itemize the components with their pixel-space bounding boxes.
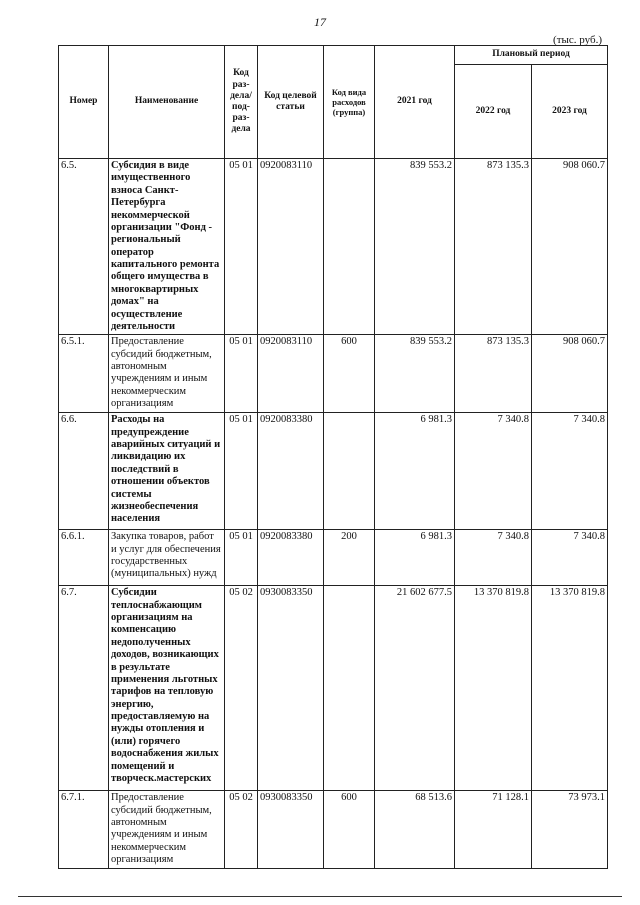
row-expense-type-code — [324, 586, 375, 791]
table-row — [59, 530, 608, 586]
row-expense-type-code — [324, 159, 375, 335]
plan-period-header: Плановый период — [455, 46, 608, 65]
col-number-header: Номер — [59, 46, 109, 159]
col-csr-header: Код целевой статьи — [258, 46, 324, 159]
row-amount-2023: 7 340.8 — [532, 413, 608, 530]
row-number: 6.5.1. — [59, 335, 109, 413]
row-amount-2023: 13 370 819.8 — [532, 586, 608, 791]
row-section-code: 05 01 — [225, 159, 258, 335]
row-number: 6.6.1. — [59, 530, 109, 586]
col-2023-header: 2023 год — [532, 65, 608, 159]
table-row — [59, 791, 608, 868]
col-name-header: Наименование — [109, 46, 225, 159]
row-amount-2021: 6 981.3 — [375, 413, 455, 530]
row-expense-type-code: 600 — [324, 335, 375, 413]
row-section-code: 05 01 — [225, 413, 258, 530]
units-note: (тыс. руб.) — [553, 34, 602, 46]
table-row — [59, 159, 608, 335]
row-amount-2022: 7 340.8 — [455, 530, 532, 586]
row-amount-2023: 7 340.8 — [532, 530, 608, 586]
row-name: Субсидия в виде имущественного взноса Санкт-Петербурга некоммерческой организации "Фонд - региональный оператор капитального ремонта общего имущества в многоквартирных домах" на осуществление деятельности — [109, 159, 225, 335]
row-amount-2022: 873 135.3 — [455, 335, 532, 413]
row-target-article-code: 0920083110 — [258, 159, 324, 335]
row-amount-2021: 21 602 677.5 — [375, 586, 455, 791]
page-number: 17 — [314, 15, 326, 29]
row-section-code: 05 01 — [225, 335, 258, 413]
row-amount-2022: 873 135.3 — [455, 159, 532, 335]
row-amount-2022: 7 340.8 — [455, 413, 532, 530]
row-number: 6.7. — [59, 586, 109, 791]
row-name: Субсидии теплоснабжающим организациям на компенсацию недополученных доходов, возникающих в результате применения льготных тарифов на тепловую энергию, предоставляемую на нужды отопления и (или) горячего водоснабжения жилых помещений и творческ.мастерских — [109, 586, 225, 791]
table-row — [59, 335, 608, 413]
row-target-article-code: 0930083350 — [258, 791, 324, 868]
row-name: Расходы на предупреждение аварийных ситуаций и ликвидацию их последствий в отношении объектов системы жизнеобеспечения населения — [109, 413, 225, 530]
row-amount-2022: 13 370 819.8 — [455, 586, 532, 791]
row-amount-2023: 908 060.7 — [532, 335, 608, 413]
row-section-code: 05 02 — [225, 791, 258, 868]
row-amount-2023: 908 060.7 — [532, 159, 608, 335]
row-amount-2021: 68 513.6 — [375, 791, 455, 868]
header-row — [59, 46, 608, 65]
table-row — [59, 586, 608, 791]
row-amount-2021: 839 553.2 — [375, 335, 455, 413]
footer-line — [18, 896, 622, 897]
row-target-article-code: 0920083110 — [258, 335, 324, 413]
row-name: Предоставление субсидий бюджетным, автономным учреждениям и иным некоммерческим организациям — [109, 335, 225, 413]
row-number: 6.6. — [59, 413, 109, 530]
row-expense-type-code: 600 — [324, 791, 375, 868]
table-row — [59, 413, 608, 530]
row-expense-type-code — [324, 413, 375, 530]
row-section-code: 05 02 — [225, 586, 258, 791]
row-name: Предоставление субсидий бюджетным, автономным учреждениям и иным некоммерческим организациям — [109, 791, 225, 868]
table-body — [59, 159, 608, 869]
col-2021-header: 2021 год — [375, 46, 455, 159]
row-section-code: 05 01 — [225, 530, 258, 586]
row-amount-2021: 6 981.3 — [375, 530, 455, 586]
budget-table — [58, 45, 608, 869]
row-expense-type-code: 200 — [324, 530, 375, 586]
row-number: 6.7.1. — [59, 791, 109, 868]
col-section-header: Код раз- дела/ под- раз- дела — [225, 46, 258, 159]
col-2022-header: 2022 год — [455, 65, 532, 159]
row-target-article-code: 0930083350 — [258, 586, 324, 791]
row-number: 6.5. — [59, 159, 109, 335]
row-amount-2021: 839 553.2 — [375, 159, 455, 335]
row-target-article-code: 0920083380 — [258, 530, 324, 586]
col-vr-header: Код вида расходов (группа) — [324, 46, 375, 159]
row-name: Закупка товаров, работ и услуг для обеспечения государственных (муниципальных) нужд — [109, 530, 225, 586]
row-amount-2023: 73 973.1 — [532, 791, 608, 868]
row-target-article-code: 0920083380 — [258, 413, 324, 530]
row-amount-2022: 71 128.1 — [455, 791, 532, 868]
